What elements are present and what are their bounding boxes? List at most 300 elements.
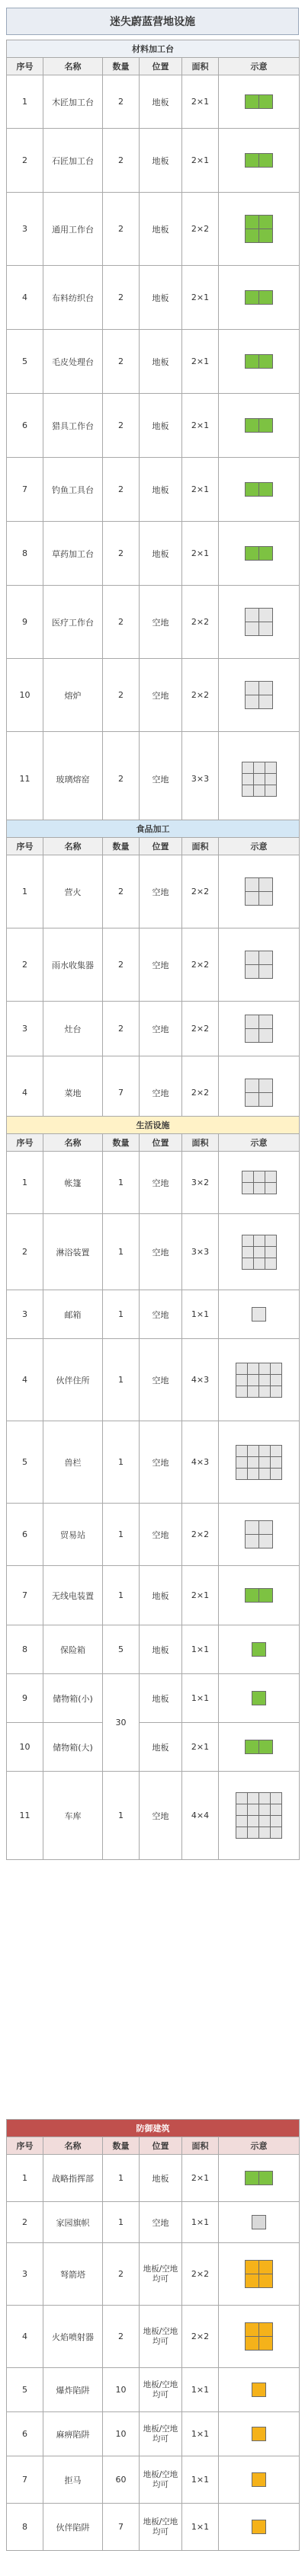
facility-location: 地板 (140, 1674, 182, 1723)
row-number: 5 (7, 1421, 43, 1504)
facility-area: 3×3 (182, 1214, 219, 1290)
footprint-wrapper (220, 762, 297, 797)
facility-name: 猎具工作台 (43, 394, 103, 458)
facility-area: 2×1 (182, 1566, 219, 1625)
footprint-cell (246, 2337, 258, 2350)
footprint-diagram (219, 75, 300, 129)
footprint-cell (236, 1827, 247, 1838)
facility-name: 淋浴装置 (43, 1214, 103, 1290)
row-number: 10 (7, 659, 43, 732)
footprint-cell (259, 1816, 270, 1827)
facility-area: 2×1 (182, 458, 219, 522)
footprint-wrapper (220, 1691, 297, 1705)
facility-area: 4×3 (182, 1421, 219, 1504)
footprint-cell (242, 785, 253, 796)
facility-name: 医疗工作台 (43, 586, 103, 659)
facility-area: 2×2 (182, 586, 219, 659)
facility-name: 储物箱(小) (43, 1674, 103, 1723)
footprint-cell (254, 762, 265, 773)
footprint-grid (245, 681, 273, 709)
facility-name: 储物箱(大) (43, 1723, 103, 1772)
footprint-cell (246, 154, 258, 167)
footprint-wrapper (220, 2260, 297, 2288)
footprint-grid (245, 608, 273, 636)
table-row (7, 2504, 300, 2551)
column-header: 序号 (7, 58, 43, 75)
footprint-cell (259, 95, 272, 108)
facility-quantity: 2 (103, 75, 140, 129)
facility-area: 2×1 (182, 394, 219, 458)
footprint-cell (259, 229, 272, 242)
footprint-cell (259, 291, 272, 304)
footprint-cell (259, 355, 272, 368)
facility-area: 2×1 (182, 75, 219, 129)
footprint-grid (252, 1642, 266, 1657)
facility-area: 2×1 (182, 330, 219, 394)
row-number: 5 (7, 2368, 43, 2412)
footprint-diagram (219, 928, 300, 1002)
footprint-cell (242, 762, 253, 773)
footprint-cell (259, 2323, 272, 2336)
facility-area: 2×1 (182, 266, 219, 330)
footprint-diagram (219, 2155, 300, 2202)
facility-location: 地板 (140, 1723, 182, 1772)
table-row (7, 855, 300, 928)
facility-area: 2×2 (182, 1056, 219, 1130)
facility-name: 麻痹陷阱 (43, 2412, 103, 2456)
footprint-cell (248, 1363, 258, 1374)
footprint-diagram (219, 1566, 300, 1625)
table-row (7, 1421, 300, 1504)
facility-quantity: 1 (103, 1214, 140, 1290)
facility-location: 地板/空地均可 (140, 2456, 182, 2504)
footprint-diagram (219, 193, 300, 266)
footprint-diagram (219, 2412, 300, 2456)
food-table (6, 820, 300, 1130)
row-number: 9 (7, 1674, 43, 1723)
facility-area: 1×1 (182, 2202, 219, 2243)
facility-name: 灶台 (43, 1002, 103, 1056)
facility-location: 空地 (140, 928, 182, 1002)
footprint-cell (246, 216, 258, 229)
footprint-cell (271, 1816, 281, 1827)
footprint-cell (242, 1235, 253, 1246)
footprint-grid (245, 94, 273, 109)
footprint-cell (248, 1816, 258, 1827)
table-row (7, 732, 300, 826)
footprint-diagram (219, 1002, 300, 1056)
facility-quantity: 2 (103, 732, 140, 826)
footprint-wrapper (220, 2472, 297, 2487)
row-number: 3 (7, 193, 43, 266)
footprint-cell (246, 622, 258, 635)
table-row (7, 2456, 300, 2504)
section-header (7, 2120, 300, 2137)
facility-quantity: 2 (103, 659, 140, 732)
facility-name: 雨水收集器 (43, 928, 103, 1002)
facility-quantity: 1 (103, 1421, 140, 1504)
footprint-cell (236, 1469, 247, 1479)
footprint-diagram (219, 394, 300, 458)
table-row (7, 2202, 300, 2243)
footprint-cell (236, 1804, 247, 1815)
facility-area: 3×3 (182, 732, 219, 826)
facility-area: 2×1 (182, 1723, 219, 1772)
footprint-cell (265, 762, 276, 773)
facility-area: 2×1 (182, 522, 219, 586)
footprint-cell (252, 1308, 265, 1321)
row-number: 3 (7, 2243, 43, 2306)
column-header: 面积 (182, 1134, 219, 1152)
footprint-cell (259, 2172, 272, 2184)
row-number: 4 (7, 1339, 43, 1421)
footprint-cell (259, 1363, 270, 1374)
footprint-grid (245, 1520, 273, 1548)
footprint-cell (259, 1521, 272, 1534)
footprint-grid (245, 2171, 273, 2185)
footprint-cell (265, 774, 276, 785)
footprint-wrapper (220, 1520, 297, 1548)
facility-name: 草药加工台 (43, 522, 103, 586)
facility-location: 地板/空地均可 (140, 2412, 182, 2456)
column-header: 示意 (219, 838, 300, 855)
footprint-grid (245, 1079, 273, 1107)
facility-quantity: 1 (103, 1772, 140, 1860)
footprint-cell (271, 1469, 281, 1479)
footprint-cell (246, 965, 258, 978)
facility-quantity: 10 (103, 2412, 140, 2456)
footprint-diagram (219, 1290, 300, 1339)
footprint-cell (259, 1015, 272, 1028)
footprint-cell (271, 1363, 281, 1374)
footprint-cell (259, 1793, 270, 1804)
footprint-cell (242, 1258, 253, 1269)
footprint-wrapper (220, 2322, 297, 2351)
footprint-cell (254, 1258, 265, 1269)
footprint-grid (245, 1740, 273, 1754)
footprint-cell (254, 1183, 265, 1194)
footprint-grid (252, 1691, 266, 1705)
facility-name: 帐篷 (43, 1152, 103, 1214)
footprint-wrapper (220, 354, 297, 369)
footprint-cell (259, 216, 272, 229)
footprint-cell (246, 878, 258, 891)
facility-quantity: 1 (103, 1504, 140, 1566)
table-row (7, 2243, 300, 2306)
facility-location: 地板/空地均可 (140, 2368, 182, 2412)
footprint-cell (252, 1692, 265, 1705)
section-header (7, 820, 300, 838)
footprint-diagram (219, 2504, 300, 2551)
footprint-cell (259, 1827, 270, 1838)
footprint-cell (259, 609, 272, 622)
footprint-wrapper (220, 1445, 297, 1480)
footprint-cell (248, 1446, 258, 1456)
footprint-cell (259, 878, 272, 891)
column-header: 示意 (219, 58, 300, 75)
column-header: 名称 (43, 2137, 103, 2155)
facility-quantity: 5 (103, 1625, 140, 1674)
facility-location: 空地 (140, 1002, 182, 1056)
facility-location: 地板/空地均可 (140, 2306, 182, 2368)
column-header: 位置 (140, 58, 182, 75)
footprint-wrapper (220, 1171, 297, 1194)
footprint-grid (245, 418, 273, 433)
footprint-grid (252, 2472, 266, 2487)
footprint-wrapper (220, 1792, 297, 1839)
facility-area: 1×1 (182, 1625, 219, 1674)
footprint-diagram (219, 2306, 300, 2368)
footprint-diagram (219, 266, 300, 330)
table-row (7, 1152, 300, 1214)
facility-name: 伙伴陷阱 (43, 2504, 103, 2551)
footprint-cell (246, 1589, 258, 1602)
footprint-cell (259, 1386, 270, 1397)
footprint-cell (242, 1247, 253, 1258)
row-number: 4 (7, 2306, 43, 2368)
facility-name: 钓鱼工具台 (43, 458, 103, 522)
footprint-cell (265, 1235, 276, 1246)
footprint-cell (259, 547, 272, 560)
facility-name: 通用工作台 (43, 193, 103, 266)
row-number: 8 (7, 2504, 43, 2551)
footprint-cell (236, 1386, 247, 1397)
facility-location: 空地 (140, 1504, 182, 1566)
facility-location: 空地 (140, 1214, 182, 1290)
column-header: 名称 (43, 58, 103, 75)
facility-location: 空地 (140, 2202, 182, 2243)
facility-name: 弩箭塔 (43, 2243, 103, 2306)
facility-name: 车库 (43, 1772, 103, 1860)
footprint-wrapper (220, 1588, 297, 1603)
facility-area: 2×2 (182, 1504, 219, 1566)
facility-name: 布料纺织台 (43, 266, 103, 330)
column-header: 位置 (140, 1134, 182, 1152)
footprint-cell (246, 1093, 258, 1106)
living-table (6, 1116, 300, 1860)
shared-quantity: 30 (103, 1674, 140, 1772)
footprint-cell (259, 682, 272, 695)
facility-quantity: 1 (103, 2202, 140, 2243)
footprint-diagram (219, 1152, 300, 1214)
facility-area: 2×2 (182, 1002, 219, 1056)
footprint-cell (246, 1029, 258, 1042)
table-row (7, 129, 300, 193)
table-row (7, 1625, 300, 1674)
footprint-wrapper (220, 418, 297, 433)
footprint-cell (248, 1804, 258, 1815)
footprint-cell (259, 419, 272, 432)
column-header: 面积 (182, 838, 219, 855)
footprint-grid (242, 1171, 277, 1194)
defense-table (6, 2119, 300, 2551)
facility-quantity: 60 (103, 2456, 140, 2504)
footprint-cell (254, 774, 265, 785)
footprint-cell (252, 2473, 265, 2486)
table-row (7, 586, 300, 659)
footprint-cell (246, 1015, 258, 1028)
footprint-diagram (219, 1625, 300, 1674)
facility-quantity: 1 (103, 1339, 140, 1421)
footprint-grid (245, 877, 273, 906)
table-row (7, 330, 300, 394)
footprint-wrapper (220, 2427, 297, 2441)
facility-location: 空地 (140, 586, 182, 659)
footprint-wrapper (220, 215, 297, 243)
footprint-diagram (219, 1339, 300, 1421)
footprint-cell (259, 2274, 272, 2287)
footprint-cell (242, 1171, 253, 1182)
footprint-cell (246, 1521, 258, 1534)
facility-location: 地板 (140, 193, 182, 266)
table-row (7, 1504, 300, 1566)
footprint-cell (246, 291, 258, 304)
facility-location: 空地 (140, 855, 182, 928)
column-header: 面积 (182, 58, 219, 75)
column-header: 名称 (43, 838, 103, 855)
table-row (7, 2306, 300, 2368)
facility-quantity: 2 (103, 586, 140, 659)
footprint-cell (236, 1446, 247, 1456)
footprint-diagram (219, 1214, 300, 1290)
footprint-cell (254, 1235, 265, 1246)
footprint-diagram (219, 330, 300, 394)
footprint-cell (246, 609, 258, 622)
footprint-cell (236, 1793, 247, 1804)
footprint-cell (265, 1183, 276, 1194)
facility-area: 1×1 (182, 2368, 219, 2412)
row-number: 2 (7, 928, 43, 1002)
facility-location: 地板 (140, 458, 182, 522)
footprint-cell (248, 1793, 258, 1804)
footprint-diagram (219, 522, 300, 586)
footprint-cell (248, 1827, 258, 1838)
facility-location: 地板 (140, 75, 182, 129)
footprint-cell (254, 1247, 265, 1258)
footprint-cell (259, 1029, 272, 1042)
facility-location: 地板 (140, 1625, 182, 1674)
section-header (7, 1117, 300, 1134)
footprint-cell (252, 1643, 265, 1656)
footprint-cell (259, 1804, 270, 1815)
table-row (7, 1674, 300, 1723)
footprint-cell (236, 1816, 247, 1827)
footprint-cell (248, 1386, 258, 1397)
facility-quantity: 2 (103, 2243, 140, 2306)
footprint-diagram (219, 2368, 300, 2412)
footprint-cell (252, 2383, 265, 2396)
footprint-cell (259, 1457, 270, 1468)
footprint-grid (245, 951, 273, 979)
table-row (7, 1339, 300, 1421)
column-header: 数量 (103, 2137, 140, 2155)
facility-area: 1×1 (182, 2456, 219, 2504)
column-header: 面积 (182, 2137, 219, 2155)
footprint-cell (236, 1457, 247, 1468)
table-row (7, 266, 300, 330)
facility-name: 拒马 (43, 2456, 103, 2504)
footprint-cell (252, 2216, 265, 2229)
row-number: 11 (7, 1772, 43, 1860)
footprint-wrapper (220, 1235, 297, 1270)
row-number: 9 (7, 586, 43, 659)
row-number: 4 (7, 266, 43, 330)
footprint-diagram (219, 2456, 300, 2504)
row-number: 8 (7, 522, 43, 586)
table-row (7, 1772, 300, 1860)
footprint-wrapper (220, 951, 297, 979)
footprint-cell (236, 1375, 247, 1385)
footprint-cell (246, 2323, 258, 2336)
table-row (7, 1214, 300, 1290)
footprint-cell (246, 355, 258, 368)
footprint-cell (246, 951, 258, 964)
footprint-cell (242, 1183, 253, 1194)
column-header-row (7, 2137, 300, 2155)
footprint-cell (259, 154, 272, 167)
row-number: 1 (7, 75, 43, 129)
facility-quantity: 2 (103, 330, 140, 394)
facility-name: 玻璃熔窑 (43, 732, 103, 826)
facility-location: 空地 (140, 1290, 182, 1339)
facility-location: 地板 (140, 2155, 182, 2202)
footprint-wrapper (220, 681, 297, 709)
footprint-wrapper (220, 1079, 297, 1107)
footprint-cell (271, 1386, 281, 1397)
row-number: 6 (7, 2412, 43, 2456)
footprint-cell (259, 1093, 272, 1106)
facility-area: 1×1 (182, 1290, 219, 1339)
facility-area: 4×3 (182, 1339, 219, 1421)
footprint-wrapper (220, 1363, 297, 1398)
row-number: 10 (7, 1723, 43, 1772)
footprint-grid (245, 546, 273, 561)
facility-name: 保险箱 (43, 1625, 103, 1674)
facility-quantity: 7 (103, 1056, 140, 1130)
footprint-cell (259, 1740, 272, 1753)
facility-area: 3×2 (182, 1152, 219, 1214)
facility-location: 空地 (140, 1339, 182, 1421)
column-header: 位置 (140, 2137, 182, 2155)
footprint-cell (259, 2261, 272, 2274)
table-row (7, 522, 300, 586)
footprint-wrapper (220, 94, 297, 109)
facility-area: 2×2 (182, 2243, 219, 2306)
footprint-cell (271, 1827, 281, 1838)
column-header: 示意 (219, 2137, 300, 2155)
footprint-cell (236, 1363, 247, 1374)
row-number: 3 (7, 1002, 43, 1056)
table-row (7, 394, 300, 458)
column-header: 数量 (103, 58, 140, 75)
footprint-grid (242, 1235, 277, 1270)
column-header: 位置 (140, 838, 182, 855)
facility-location: 空地 (140, 1152, 182, 1214)
facility-quantity: 2 (103, 2306, 140, 2368)
table-row (7, 1290, 300, 1339)
footprint-cell (254, 1171, 265, 1182)
footprint-grid (245, 2260, 273, 2288)
table-row (7, 1002, 300, 1056)
footprint-wrapper (220, 2215, 297, 2229)
row-number: 1 (7, 2155, 43, 2202)
facility-area: 2×1 (182, 2155, 219, 2202)
footprint-cell (246, 547, 258, 560)
footprint-wrapper (220, 2520, 297, 2534)
footprint-cell (254, 785, 265, 796)
row-number: 3 (7, 1290, 43, 1339)
footprint-cell (246, 1079, 258, 1092)
